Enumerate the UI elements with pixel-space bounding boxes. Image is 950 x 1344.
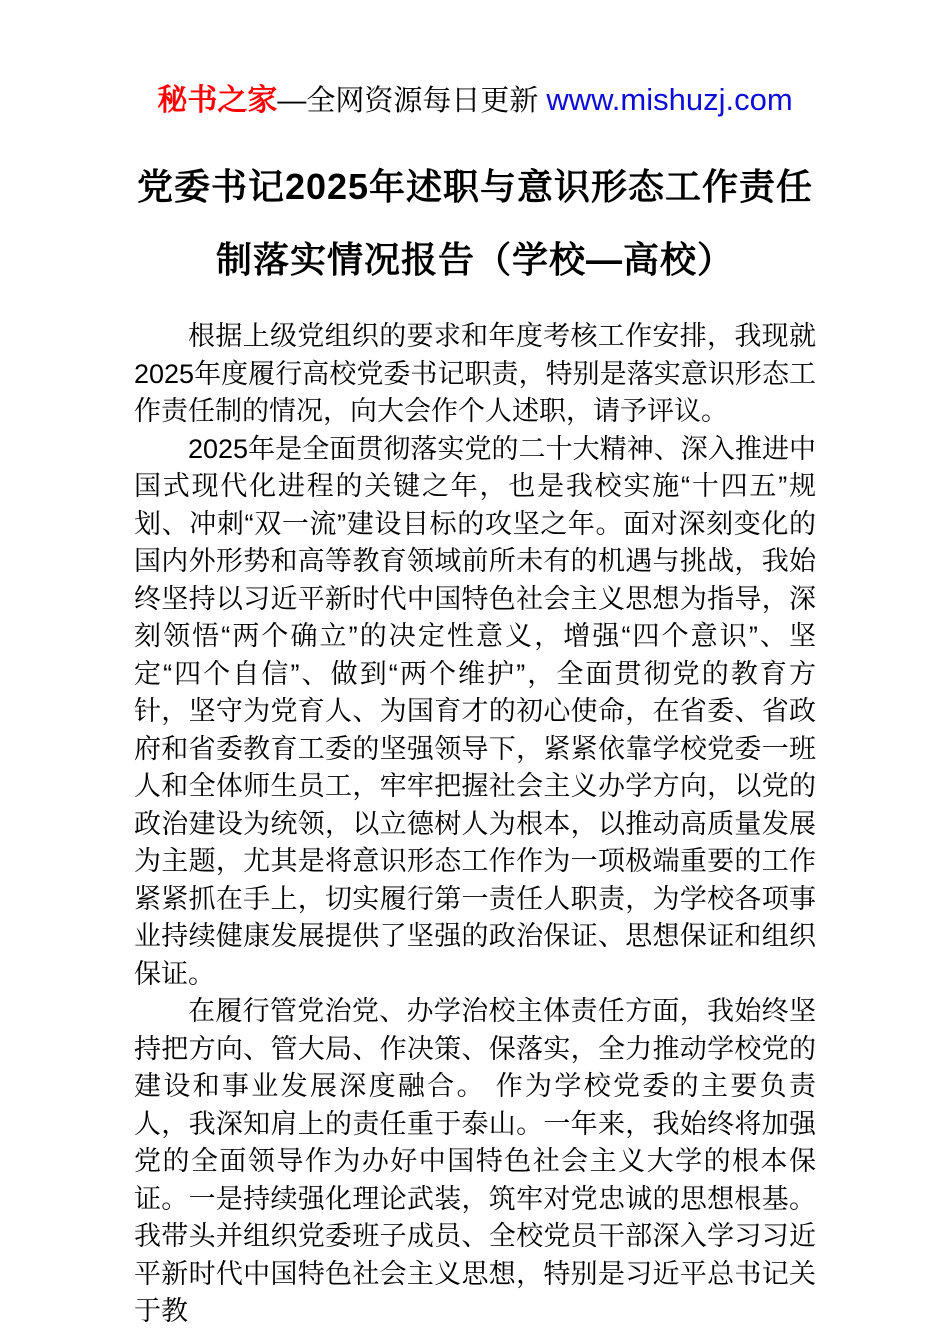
paragraph-overview: 2025年是全面贯彻落实党的二十大精神、深入推进中国式现代化进程的关键之年，也是我校实施“十四五”规划、冲刺“双一流”建设目标的攻坚之年。面对深刻变化的国内外形势和高等教育领域前所未有的机遇与挑战，我始终坚持以习近平新时代中国特色社会主义思想为指导，深刻领悟“两个确立”的决定性意义，增强“四个意识”、坚定“四个自信”、做到“两个维护”，全面贯彻党的教育方针，坚守为党育人、为国育才的初心使命，在省委、省政府和省委教育工委的坚强领导下，紧紧依靠学校党委一班人和全体师生员工，牢牢把握社会主义办学方向，以党的政治建设为统领，以立德树人为根本，以推动高质量发展为主题，尤其是将意识形态工作作为一项极端重要的工作紧紧抓在手上，切实履行第一责任人职责，为学校各项事业持续健康发展提供了坚强的政治保证、思想保证和组织保证。 <box>134 433 816 989</box>
document-title-line-2: 制落实情况报告（学校—高校） <box>215 239 734 280</box>
document-body <box>134 318 816 1331</box>
paragraph-intro: 根据上级党组织的要求和年度考核工作安排，我现就2025年度履行高校党委书记职责，特别是落实意识形态工作责任制的情况，向大会作个人述职，请予评议。 <box>134 321 816 426</box>
site-url-link[interactable]: www.mishuzj.com <box>546 82 793 117</box>
paragraph-responsibility: 在履行管党治党、办学治校主体责任方面，我始终坚持把方向、管大局、作决策、保落实，全力推动学校党的建设和事业发展深度融合。 作为学校党委的主要负责人，我深知肩上的责任重于泰山。一年来，我始终将加强党的全面领导作为办好中国特色社会主义大学的根本保证。一是持续强化理论武装，筑牢对党忠诚的思想根基。我带头并组织党委班子成员、全校党员干部深入学习习近平新时代中国特色社会主义思想，特别是习近平总书记关于教 <box>134 996 816 1326</box>
document-title-line-1: 党委书记2025年述职与意识形态工作责任 <box>136 166 814 207</box>
site-header <box>0 0 950 124</box>
document-title <box>0 150 950 296</box>
site-tagline: —全网资源每日更新 <box>277 85 539 117</box>
site-brand: 秘书之家 <box>157 84 278 117</box>
